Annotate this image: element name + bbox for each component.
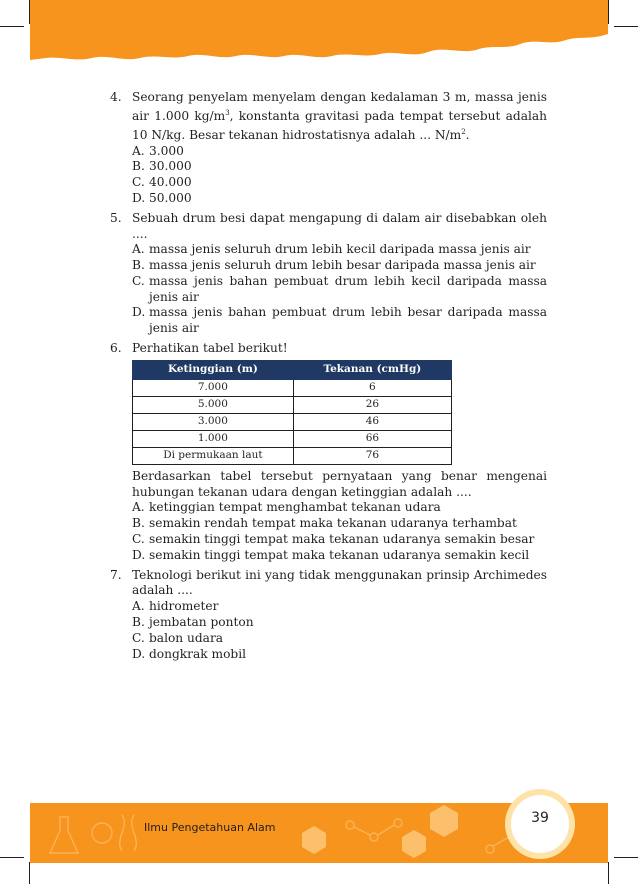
- answer-option: C. balon udara: [132, 630, 224, 645]
- table-row: [133, 447, 452, 464]
- question-stem: Sebuah drum besi dapat mengapung di dalam air disebabkan oleh ....: [132, 210, 547, 241]
- answer-option: D. semakin tinggi tempat maka tekanan udaranya semakin kecil: [132, 547, 530, 562]
- table-header-row: [133, 360, 452, 379]
- question-stem: Teknologi berikut ini yang tidak menggunakan prinsip Archimedes adalah ....: [132, 567, 547, 598]
- question-followup: Berdasarkan tabel tersebut pernyataan yang benar mengenai hubungan tekanan udara dengan ketinggian adalah ....: [132, 468, 547, 499]
- question-4: [110, 90, 547, 207]
- question-6: [110, 341, 547, 564]
- table-row: [133, 396, 452, 413]
- answer-option: C. 40.000: [132, 175, 192, 190]
- question-number: 7.: [110, 567, 122, 582]
- crop-mark: [608, 862, 609, 884]
- header-band: [30, 0, 608, 62]
- crop-mark: [614, 26, 638, 27]
- table-cell: 26: [293, 396, 451, 413]
- answer-option: C. semakin tinggi tempat maka tekanan udaranya semakin besar: [132, 532, 535, 547]
- table-cell: 46: [293, 413, 451, 430]
- altitude-pressure-table: [132, 360, 452, 465]
- crop-mark: [614, 857, 638, 858]
- crop-mark: [29, 862, 30, 884]
- answer-option: C. massa jenis bahan pembuat drum lebih kecil daripada massa jenis air: [132, 273, 547, 304]
- question-list: [110, 90, 547, 666]
- answer-option: A. massa jenis seluruh drum lebih kecil daripada massa jenis air: [132, 242, 531, 257]
- question-number: 5.: [110, 210, 122, 225]
- table-cell: 5.000: [133, 396, 294, 413]
- answer-option: B. semakin rendah tempat maka tekanan udaranya terhambat: [132, 516, 517, 531]
- table-cell: 6: [293, 379, 451, 396]
- answer-option: D. 50.000: [132, 190, 192, 205]
- table-cell: 3.000: [133, 413, 294, 430]
- answer-option: A. ketinggian tempat menghambat tekanan udara: [132, 500, 441, 515]
- answer-option: D. dongkrak mobil: [132, 646, 247, 661]
- answer-option: D. massa jenis bahan pembuat drum lebih besar daripada massa jenis air: [132, 305, 547, 336]
- question-stem: Perhatikan tabel berikut!: [132, 341, 288, 356]
- crop-mark: [0, 26, 24, 27]
- question-stem: Seorang penyelam menyelam dengan kedalaman 3 m, massa jenis air 1.000 $kg/m^3$, konstanta gravitasi pada tempat tersebut adalah 10 N/kg. Besar tekanan hidrostatisnya adalah ... $N/m^2$.: [132, 90, 547, 142]
- table-cell: 7.000: [133, 379, 294, 396]
- table-cell: Di permukaan laut: [133, 447, 294, 464]
- answer-option: A. 3.000: [132, 143, 184, 158]
- question-5: [110, 211, 547, 337]
- table-cell: 76: [293, 447, 451, 464]
- table-header-cell: Ketinggian (m): [133, 360, 294, 379]
- book-title: Ilmu Pengetahuan Alam: [144, 821, 276, 834]
- question-number: 6.: [110, 341, 122, 356]
- answer-option: B. jembatan ponton: [132, 615, 254, 630]
- page-number: 39: [531, 810, 549, 826]
- table-row: [133, 379, 452, 396]
- crop-mark: [0, 857, 24, 858]
- question-7: [110, 568, 547, 663]
- answer-option: B. massa jenis seluruh drum lebih besar daripada massa jenis air: [132, 258, 536, 273]
- table-row: [133, 430, 452, 447]
- table-cell: 1.000: [133, 430, 294, 447]
- table-header-cell: Tekanan (cmHg): [293, 360, 451, 379]
- answer-option: A. hidrometer: [132, 599, 219, 614]
- table-cell: 66: [293, 430, 451, 447]
- crop-mark: [608, 0, 609, 24]
- table-row: [133, 413, 452, 430]
- answer-option: B. 30.000: [132, 159, 192, 174]
- question-number: 4.: [110, 90, 122, 104]
